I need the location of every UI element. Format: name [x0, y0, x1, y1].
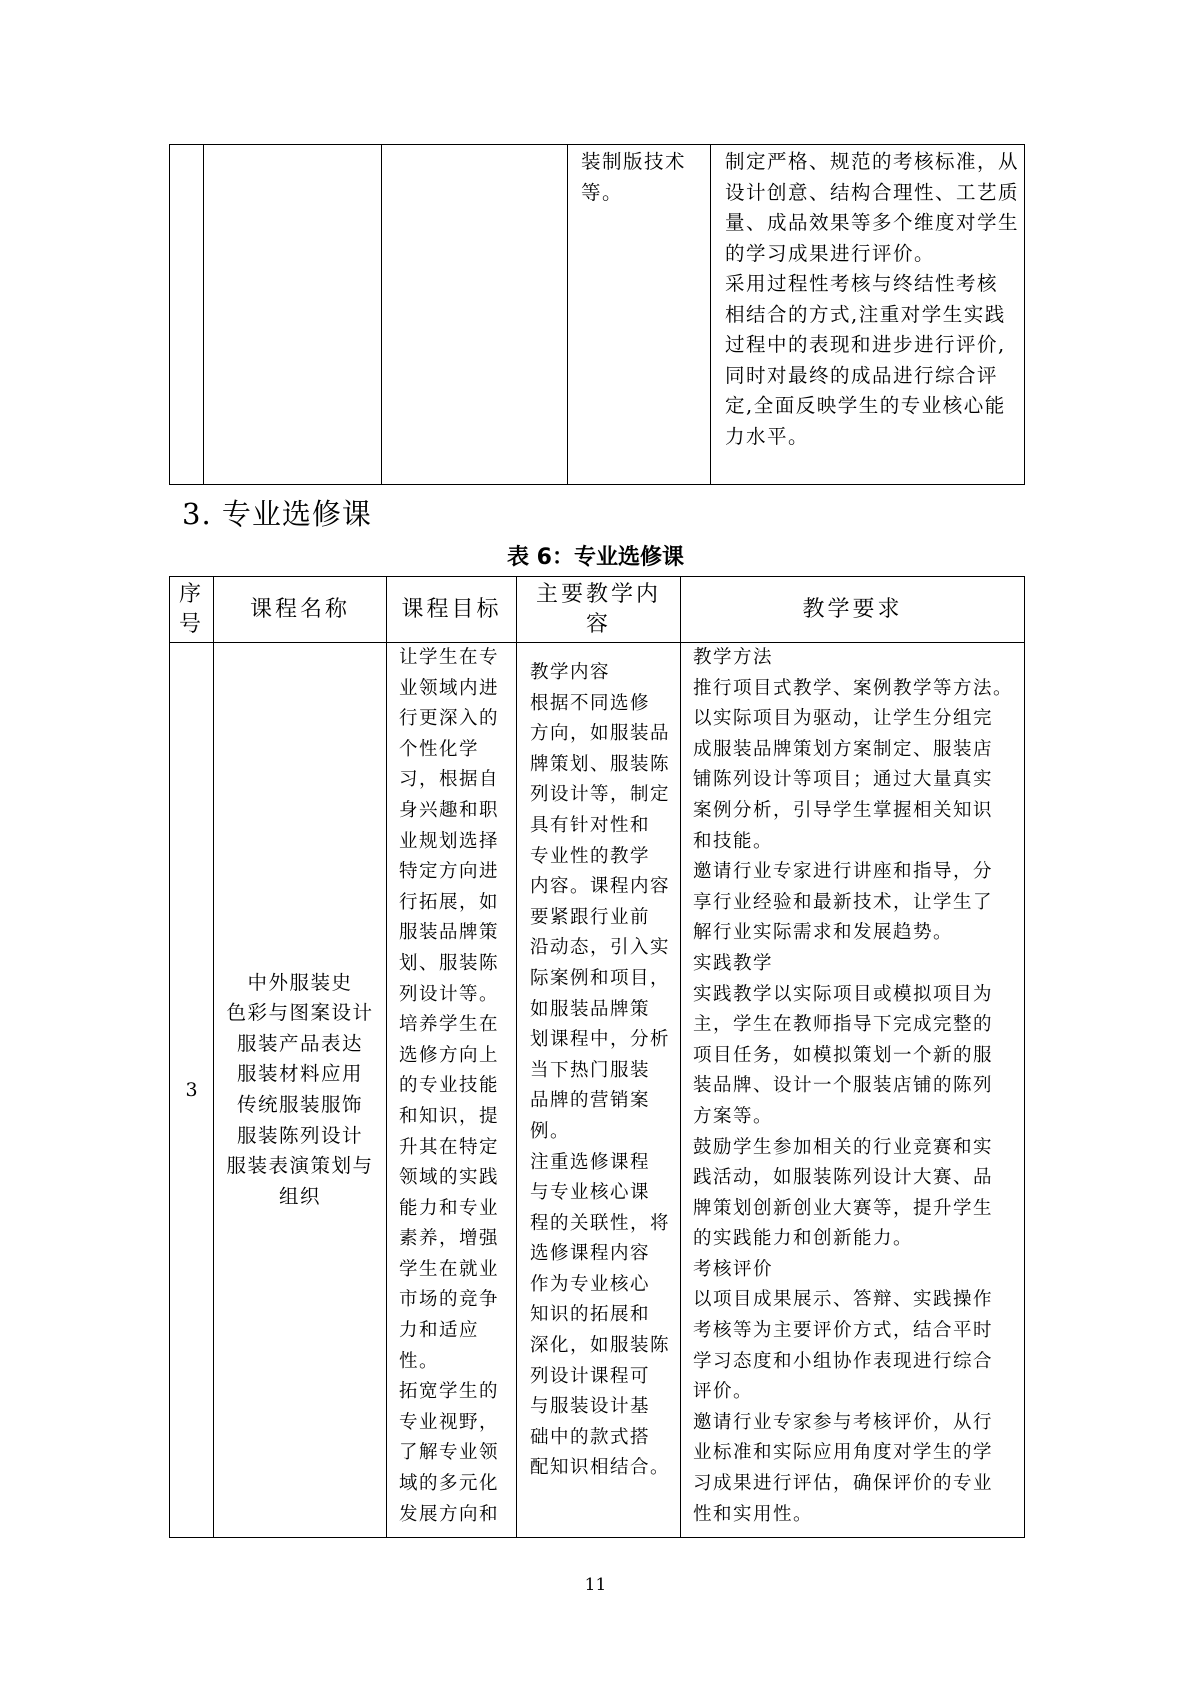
text-line: 习，根据自 [399, 769, 500, 791]
header-text: 容 [585, 611, 611, 637]
text-line: 装品牌、设计一个服装店铺的陈列 [693, 1075, 994, 1097]
header-text: 号 [178, 611, 204, 637]
text-line: 当下热门服装 [530, 1059, 651, 1081]
section-heading: 3. 专业选修课 [182, 497, 372, 531]
row-number: 3 [170, 643, 214, 1538]
text-line: 领域的实践 [399, 1167, 500, 1189]
text-line: 方向，如服装品 [530, 723, 671, 745]
text-line: 知识的拓展和 [530, 1304, 651, 1326]
text-line: 市场的竞争 [399, 1289, 500, 1311]
header-teaching-content [517, 577, 681, 643]
text-line: 装制版技术 [581, 150, 687, 173]
text-line: 成服装品牌策划方案制定、服装店 [693, 738, 994, 760]
text-line: 色彩与图案设计 [226, 1001, 374, 1025]
text-line: 采用过程性考核与终结性考核 [725, 272, 999, 295]
text-line: 铺陈列设计等项目；通过大量真实 [693, 769, 994, 791]
text-line: 列设计等。 [399, 983, 500, 1005]
text-line: 业标准和实际应用角度对学生的学 [693, 1442, 994, 1464]
text-line: 例。 [530, 1120, 571, 1142]
text-line: 牌策划、服装陈 [530, 753, 671, 775]
cont-requirement-cell [711, 145, 1024, 452]
text-line: 践活动，如服装陈列设计大赛、品 [693, 1167, 994, 1189]
text-line: 行拓展，如 [399, 891, 500, 913]
table-row [170, 145, 1025, 485]
text-line: 根据不同选修 [530, 692, 651, 714]
text-line: 拓宽学生的 [399, 1381, 500, 1403]
text-line: 服装材料应用 [236, 1062, 363, 1086]
text-line: 选修方向上 [399, 1044, 500, 1066]
text-line: 享行业经验和最新技术，让学生了 [693, 891, 994, 913]
text-line: 础中的款式搭 [530, 1426, 651, 1448]
header-no [170, 577, 214, 643]
text-line: 列设计等，制定 [530, 784, 671, 806]
table-header-row [170, 577, 1025, 643]
text-line: 服装产品表达 [236, 1031, 363, 1055]
text-line: 服装表演策划与 [226, 1154, 374, 1178]
text-line: 行更深入的 [399, 708, 500, 730]
text-line: 划课程中，分析 [530, 1029, 671, 1051]
text-line: 配知识相结合。 [530, 1457, 671, 1479]
text-line: 传统服装服饰 [236, 1093, 363, 1116]
text-line: 以实际项目为驱动，让学生分组完 [693, 708, 994, 730]
text-line: 定,全面反映学生的专业核心能 [725, 394, 1006, 417]
requirement-text [681, 643, 1024, 1530]
header-text: 主要教学内 [535, 581, 661, 607]
text-line: 主，学生在教师指导下完成完整的 [693, 1014, 994, 1036]
text-line: 能力和专业 [399, 1197, 500, 1219]
text-line: 专业视野， [399, 1411, 500, 1433]
text-line: 列设计课程可 [530, 1365, 651, 1387]
text-line: 具有针对性和 [530, 814, 651, 836]
text-line: 作为专业核心 [530, 1273, 651, 1295]
text-line: 评价。 [693, 1381, 754, 1403]
table-cell [204, 145, 382, 485]
header-course-name: 课程名称 [214, 577, 387, 643]
text-line: 项目任务，如模拟策划一个新的服 [693, 1044, 994, 1066]
text-line: 实践教学 [693, 952, 774, 974]
text-line: 考核等为主要评价方式，结合平时 [693, 1320, 994, 1342]
text-line: 案例分析，引导学生掌握相关知识 [693, 799, 994, 821]
text-line: 考核评价 [693, 1258, 774, 1280]
text-line: 深化，如服装陈 [530, 1335, 671, 1357]
text-line: 沿动态，引入实 [530, 937, 671, 959]
text-line: 专业性的教学 [530, 845, 651, 867]
text-line: 鼓励学生参加相关的行业竞赛和实 [693, 1136, 994, 1158]
text-line: 性和实用性。 [693, 1503, 814, 1525]
text-line: 以项目成果展示、答辩、实践操作 [693, 1289, 994, 1311]
text-line: 培养学生在 [399, 1014, 500, 1036]
text-line: 与专业核心课 [530, 1182, 651, 1204]
text-line: 实践教学以实际项目或模拟项目为 [693, 983, 994, 1005]
text-line: 力水平。 [725, 424, 810, 448]
text-line: 的实践能力和创新能力。 [693, 1228, 914, 1250]
course-name-cell [214, 643, 387, 1538]
text-line: 同时对最终的成品进行综合评 [725, 363, 999, 387]
text-line: 与服装设计基 [530, 1396, 651, 1418]
text-line: 邀请行业专家参与考核评价，从行 [693, 1411, 994, 1433]
text-line: 了解专业领 [399, 1442, 500, 1464]
text-line: 和技能。 [693, 830, 774, 852]
text-line: 身兴趣和职 [399, 799, 500, 821]
continued-table [169, 144, 1025, 485]
text-line: 学习态度和小组协作表现进行综合 [693, 1350, 994, 1372]
text-line: 解行业实际需求和发展趋势。 [693, 922, 954, 944]
text-line: 相结合的方式,注重对学生实践 [725, 302, 1006, 326]
text-line: 中外服装史 [247, 970, 353, 994]
content-text [517, 643, 680, 1484]
text-line: 的专业技能 [399, 1075, 500, 1097]
text-line: 等。 [581, 180, 624, 204]
text-line: 素养，增强 [399, 1228, 500, 1250]
header-course-goal: 课程目标 [387, 577, 517, 643]
course-list [214, 968, 386, 1213]
table-caption: 表 6：专业选修课 [507, 545, 684, 570]
text-line: 性。 [399, 1350, 440, 1372]
text-line: 注重选修课程 [530, 1151, 651, 1173]
text-line: 个性化学 [399, 738, 480, 760]
table-cell [568, 145, 711, 485]
text-line: 教学方法 [693, 647, 774, 668]
table-row [170, 643, 1025, 1538]
elective-courses-table [169, 576, 1025, 1538]
text-line: 制定严格、规范的考核标准，从 [725, 150, 1020, 173]
header-teaching-requirement: 教学要求 [681, 577, 1025, 643]
text-line: 划、服装陈 [399, 952, 500, 974]
text-line: 品牌的营销案 [530, 1090, 651, 1112]
text-line: 升其在特定 [399, 1136, 500, 1158]
text-line: 程的关联性，将 [530, 1212, 671, 1234]
page-number: 11 [584, 1575, 607, 1595]
text-line: 组织 [278, 1184, 321, 1208]
text-line: 让学生在专 [399, 647, 500, 668]
text-line: 业规划选择 [399, 830, 500, 852]
text-line: 域的多元化 [399, 1473, 500, 1495]
text-line: 量、成品效果等多个维度对学生 [725, 211, 1020, 234]
text-line: 学生在就业 [399, 1258, 500, 1280]
text-line: 发展方向和 [399, 1503, 500, 1525]
text-line: 的学习成果进行评价。 [725, 241, 936, 265]
goal-text [387, 643, 516, 1530]
table-cell [382, 145, 568, 485]
cont-content-cell [568, 145, 710, 208]
text-line: 和知识，提 [399, 1105, 500, 1127]
text-line: 服装品牌策 [399, 922, 500, 944]
text-line: 邀请行业专家进行讲座和指导，分 [693, 861, 994, 883]
text-line: 内容。课程内容 [530, 876, 671, 898]
text-line: 选修课程内容 [530, 1243, 651, 1265]
text-line: 教学内容 [530, 662, 611, 683]
course-goal-cell [387, 643, 517, 1538]
header-text: 序 [178, 581, 204, 607]
text-line: 牌策划创新创业大赛等，提升学生 [693, 1197, 994, 1219]
text-line: 推行项目式教学、案例教学等方法。 [693, 677, 1014, 699]
teaching-requirement-cell [681, 643, 1025, 1538]
teaching-content-cell [517, 643, 681, 1538]
text-line: 如服装品牌策 [530, 998, 651, 1020]
table-cell [170, 145, 204, 485]
text-line: 力和适应 [399, 1320, 480, 1342]
text-line: 服装陈列设计 [236, 1123, 363, 1147]
text-line: 设计创意、结构合理性、工艺质 [725, 180, 1020, 204]
table-cell [711, 145, 1025, 485]
text-line: 特定方向进 [399, 861, 500, 883]
text-line: 过程中的表现和进步进行评价, [725, 333, 1006, 356]
text-line: 际案例和项目， [530, 967, 671, 989]
text-line: 要紧跟行业前 [530, 906, 651, 928]
text-line: 习成果进行评估，确保评价的专业 [693, 1473, 994, 1495]
text-line: 方案等。 [693, 1105, 774, 1127]
text-line: 业领域内进 [399, 677, 500, 699]
